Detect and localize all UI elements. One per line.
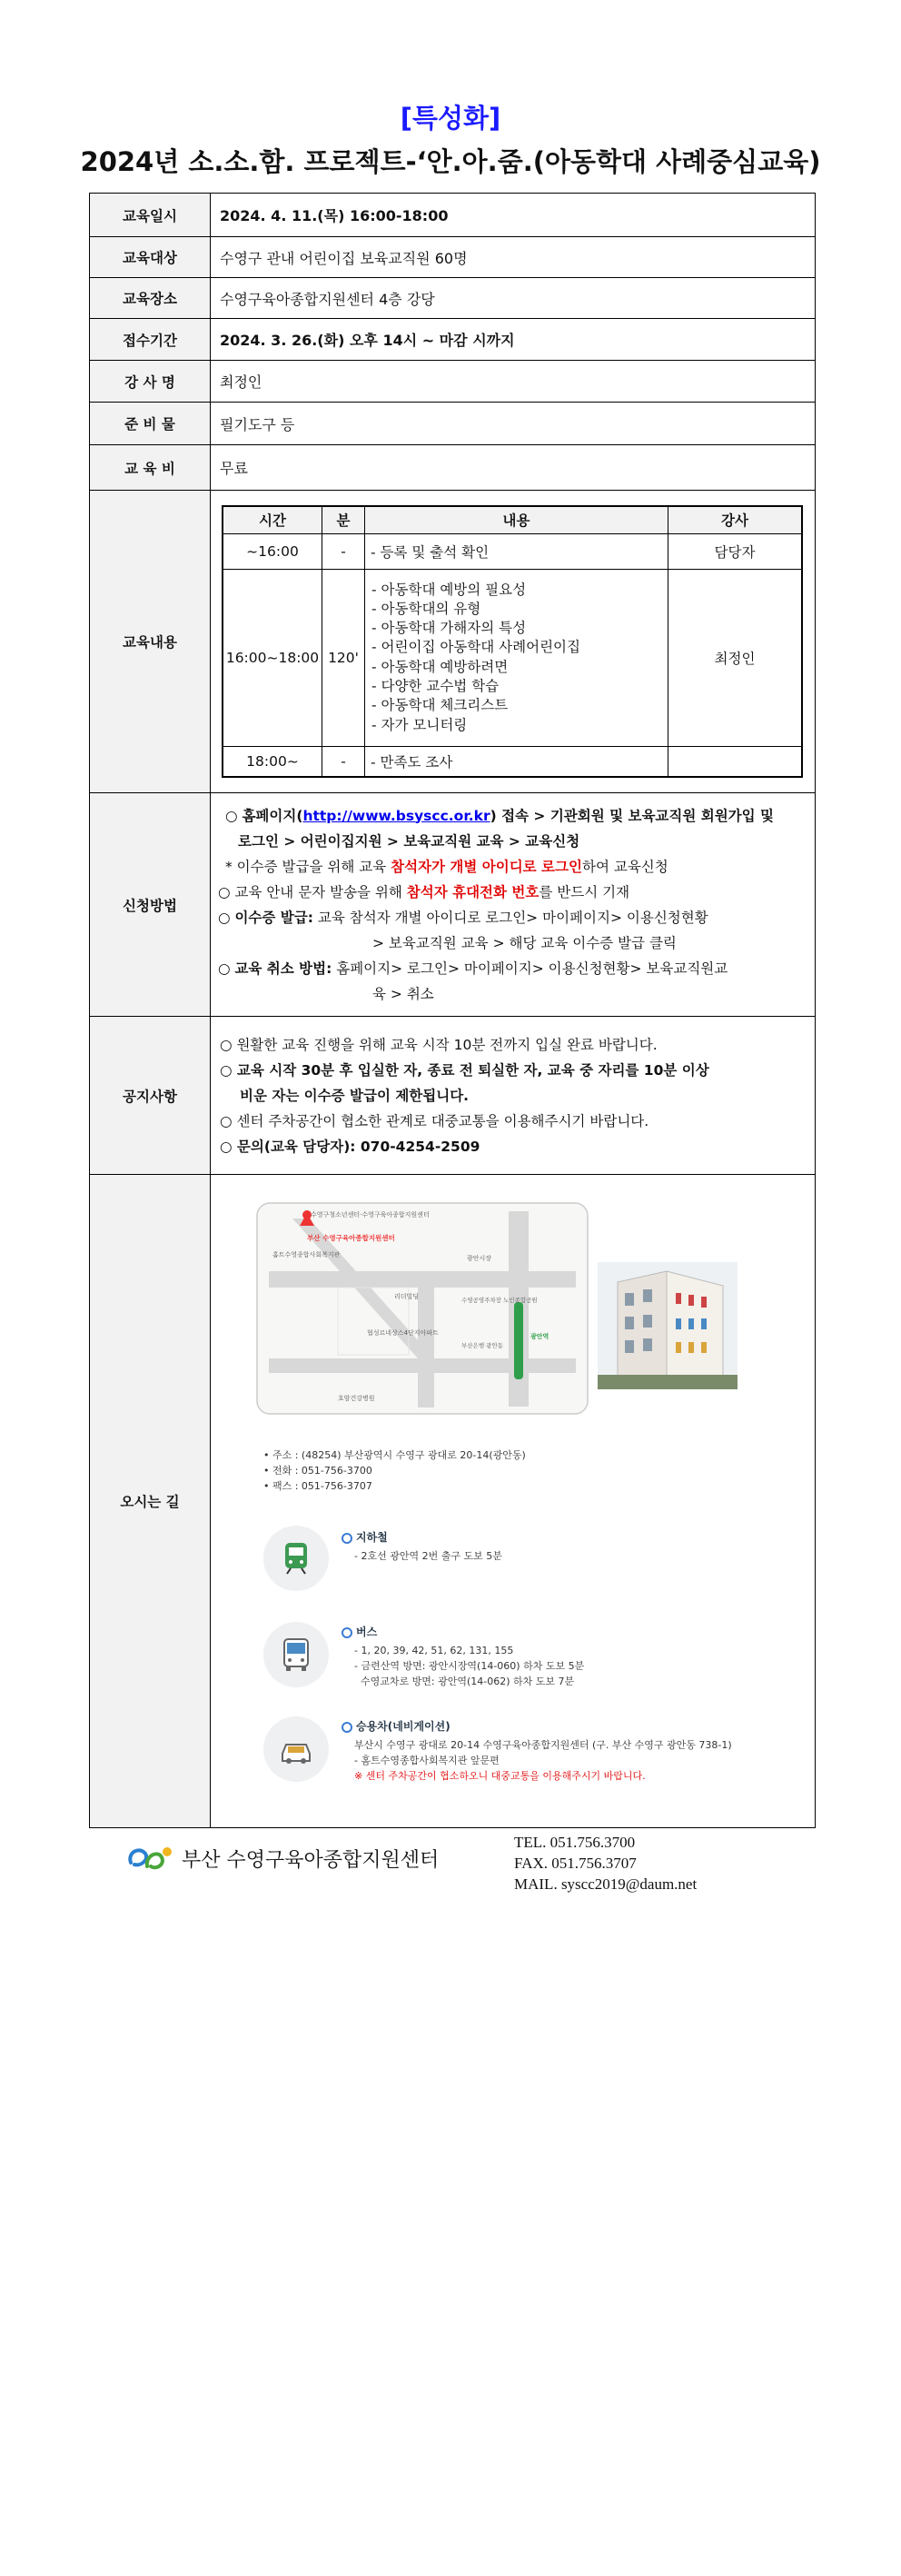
schedule-header-time: 시간	[223, 506, 322, 534]
fee-label: 교 육 비	[90, 445, 211, 491]
notice-cell	[211, 1017, 816, 1175]
schedule-item: - 어린이집 아동학대 사례어린이집	[371, 639, 580, 656]
map-center-label: 부산 수영구육아종합지원센터	[307, 1234, 395, 1242]
bus-title: 버스	[356, 1626, 378, 1638]
map-lower-label: 협성르네상스4단지아파트	[367, 1329, 439, 1337]
page-title: 2024년 소.소.함. 프로젝트-‘안.아.줌.(아동학대 사례중심교육)	[80, 146, 821, 177]
instructor-value: 최정인	[211, 361, 816, 403]
place-label: 교육장소	[90, 278, 211, 319]
car-line-2: - 홈트수영종합사회복지관 앞문편	[354, 1755, 500, 1766]
org-signature	[125, 1843, 439, 1874]
map-bottom-label: 호암건강병원	[338, 1395, 375, 1402]
apply-note-a: * 이수증 발급을 위해 교육	[225, 858, 391, 875]
apply-cancel-text2: 육 > 취소	[372, 985, 434, 1002]
info-table	[89, 193, 816, 1828]
bus-line-2: - 금련산역 방면: 광안시장역(14-060) 하차 도보 5분	[354, 1660, 585, 1672]
schedule-r1-min: -	[322, 533, 365, 569]
schedule-r3-teacher	[668, 746, 803, 777]
dot-icon	[342, 1533, 352, 1544]
apply-homepage: 홈페이지(	[242, 807, 303, 824]
car-title: 승용차(네비게이션)	[356, 1720, 450, 1733]
schedule-header-min: 분	[322, 506, 365, 534]
bus-line-1: - 1, 20, 39, 42, 51, 62, 131, 155	[354, 1645, 514, 1656]
apply-cert-text: 교육 참석자 개별 아이디로 로그인> 마이페이지> 이용신청현황	[312, 909, 708, 926]
notice-3: 비운 자는 이수증 발급이 제한됩니다.	[240, 1087, 470, 1104]
schedule-table	[222, 505, 803, 779]
bullet: ○	[218, 909, 235, 926]
place-value: 수영구육아종합지원센터 4층 강당	[211, 278, 816, 319]
subway-icon	[263, 1526, 329, 1591]
title-tag: [특성화]	[400, 103, 501, 134]
map-mid-label: 리더빌딩	[394, 1293, 420, 1300]
schedule-item: - 아동학대 가해자의 특성	[371, 620, 527, 637]
dot-icon	[342, 1627, 352, 1638]
supplies-value: 필기도구 등	[211, 403, 816, 445]
period-value: 2024. 3. 26.(화) 오후 14시 ~ 마감 시까지	[211, 319, 816, 361]
bullet: ○	[218, 960, 235, 977]
apply-step1: ) 접속 > 기관회원 및 보육교직원 회원가입 및	[490, 807, 774, 824]
apply-label: 신청방법	[90, 793, 211, 1017]
content-cell	[211, 491, 816, 793]
schedule-r2-time: 16:00~18:00	[223, 569, 322, 746]
schedule-header-content: 내용	[365, 506, 668, 534]
notice-label: 공지사항	[90, 1017, 211, 1175]
car-line-3: ※ 센터 주차공간이 협소하오니 대중교통을 이용해주시기 바랍니다.	[354, 1770, 646, 1782]
notice-4: ○ 센터 주차공간이 협소한 관계로 대중교통을 이용해주시기 바랍니다.	[220, 1112, 649, 1129]
apply-sms-a: ○ 교육 안내 문자 발송을 위해	[218, 883, 407, 900]
mail-line: MAIL. syscc2019@daum.net	[514, 1875, 698, 1893]
supplies-label: 준 비 물	[90, 403, 211, 445]
content-label: 교육내용	[90, 491, 211, 793]
schedule-item: - 아동학대 체크리스트	[371, 697, 509, 714]
address-line: • 주소 : (48254) 부산광역시 수영구 광대로 20-14(광안동)	[263, 1449, 526, 1461]
apply-cancel-title: 교육 취소 방법:	[234, 960, 332, 977]
schedule-item: - 아동학대의 유형	[371, 600, 481, 617]
map-station: 광안역	[530, 1333, 550, 1340]
directions-label: 오시는 길	[90, 1175, 211, 1828]
period-label: 접수기간	[90, 319, 211, 361]
phone-line: • 전화 : 051-756-3700	[263, 1465, 372, 1477]
apply-step2: 로그인 > 어린이집지원 > 보육교직원 교육 > 교육신청	[238, 832, 580, 850]
schedule-r2-min: 120'	[322, 569, 365, 746]
subway-text: - 2호선 광안역 2번 출구 도보 5분	[354, 1550, 502, 1562]
target-label: 교육대상	[90, 237, 211, 278]
schedule-r1-content: - 등록 및 출석 확인	[365, 533, 668, 569]
map-right3: 부산은행 광안동	[461, 1342, 504, 1349]
map-left-building: 홈트수영종합사회복지관	[272, 1251, 341, 1258]
subway-title: 지하철	[356, 1531, 388, 1544]
schedule-r2-teacher: 최정인	[668, 569, 803, 746]
directions-cell	[211, 1175, 816, 1828]
schedule-r1-time: ~16:00	[223, 533, 322, 569]
schedule-item: - 아동학대 예방하려면	[371, 658, 509, 675]
map-top-building: 수영구청소년센터·수영구육아종합지원센터	[311, 1211, 430, 1218]
bus-line-3: 수영교차로 방면: 광안역(14-062) 하차 도보 7분	[354, 1676, 575, 1687]
schedule-r3-content: - 만족도 조사	[365, 746, 668, 777]
notice-2: ○ 교육 시작 30분 후 입실한 자, 종료 전 퇴실한 자, 교육 중 자리를 10분 이상	[220, 1061, 709, 1079]
schedule-item: - 다양한 교수법 학습	[371, 678, 500, 695]
notice-1: ○ 원활한 교육 진행을 위해 교육 시작 10분 전까지 입실 완료 바랍니다.	[220, 1036, 658, 1053]
apply-cert-text2: > 보육교직원 교육 > 해당 교육 이수증 발급 클릭	[372, 934, 677, 951]
apply-cancel-text: 홈페이지> 로그인> 마이페이지> 이용신청현황> 보육교직원교	[332, 960, 728, 977]
schedule-r1-teacher: 담당자	[668, 533, 803, 569]
map-right2: 수영공영주차장 노인종합공원	[461, 1297, 538, 1304]
fax-line: • 팩스 : 051-756-3707	[263, 1480, 372, 1492]
location-map	[256, 1202, 589, 1415]
apply-sms-b: 를 반드시 기재	[539, 883, 630, 900]
apply-cell	[211, 793, 816, 1017]
dot-icon	[342, 1722, 352, 1733]
bullet: ○	[225, 807, 243, 824]
date-label: 교육일시	[90, 194, 211, 237]
date-value: 2024. 4. 11.(목) 16:00-18:00	[211, 194, 816, 237]
car-line-1: 부산시 수영구 광대로 20-14 수영구육아종합지원센터 (구. 부산 수영구 광안동 738-1)	[354, 1739, 732, 1751]
schedule-header-teacher: 강사	[668, 506, 803, 534]
schedule-item: - 자가 모니터링	[371, 716, 468, 733]
apply-sms-red: 참석자 휴대전화 번호	[406, 883, 540, 900]
apply-note-b: 하여 교육신청	[581, 858, 668, 875]
fee-value: 무료	[211, 445, 816, 491]
org-logo-icon	[125, 1843, 176, 1874]
schedule-item: - 아동학대 예방의 필요성	[371, 581, 527, 598]
apply-cert-title: 이수증 발급:	[234, 909, 313, 926]
apply-note-red: 참석자가 개별 아이디로 로그인	[391, 858, 582, 875]
bus-icon	[263, 1622, 329, 1687]
notice-5: ○ 문의(교육 담당자): 070-4254-2509	[220, 1138, 480, 1155]
schedule-r3-min: -	[322, 746, 365, 777]
homepage-link[interactable]: http://www.bsyscc.or.kr	[302, 807, 490, 824]
instructor-label: 강 사 명	[90, 361, 211, 403]
fax-line: FAX. 051.756.3707	[514, 1855, 637, 1872]
map-right1: 광안시장	[467, 1255, 492, 1262]
org-name: 부산 수영구육아종합지원센터	[182, 1848, 440, 1872]
target-value: 수영구 관내 어린이집 보육교직원 60명	[211, 237, 816, 278]
schedule-r3-time: 18:00~	[223, 746, 322, 777]
building-photo	[598, 1262, 738, 1389]
car-icon	[263, 1716, 329, 1782]
contact-info	[514, 1832, 697, 1895]
schedule-r2-content	[365, 569, 668, 746]
tel-line: TEL. 051.756.3700	[514, 1834, 636, 1851]
